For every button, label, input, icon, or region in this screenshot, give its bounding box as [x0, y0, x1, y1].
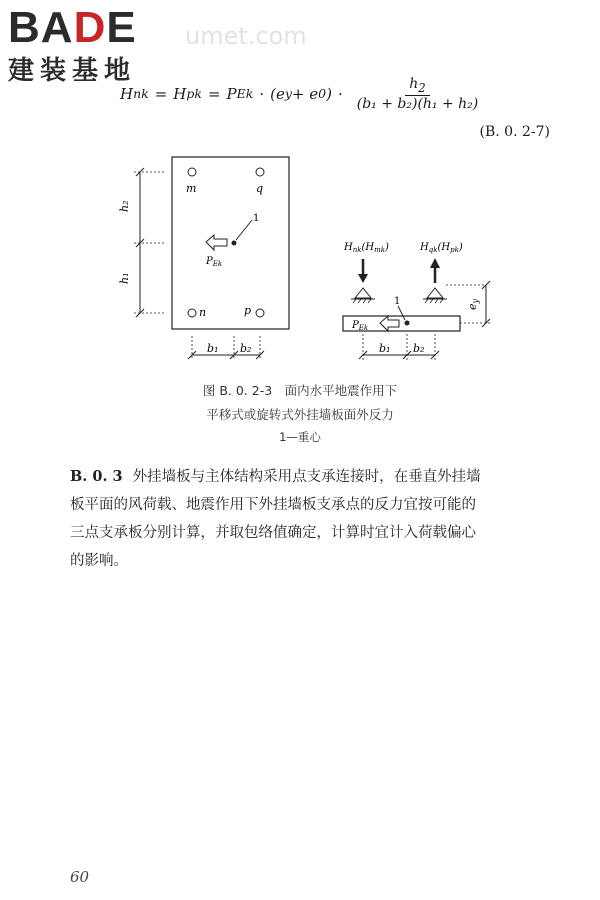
- support-q: [256, 168, 264, 176]
- centroid-point: [232, 241, 237, 246]
- support-p: [256, 309, 264, 317]
- left-panel: [118, 157, 289, 360]
- clause-number: B. 0. 3: [70, 468, 123, 485]
- centroid-leader-right: [398, 306, 405, 320]
- figure-caption-note: 1—重心: [279, 430, 321, 444]
- dim-b2-left: b₂: [240, 342, 252, 355]
- formula-b027: H nk = H pk = P Ek · (e y + e 0 ) · $\frac{h_2}{\text{(b₁ + b₂)(h₁ + h₂)}}$: [120, 76, 479, 112]
- centroid-leader: [236, 220, 252, 240]
- load-arrow-right-panel: [380, 316, 399, 331]
- figure-caption-line2: 平移式或旋转式外挂墙板面外反力: [206, 407, 394, 422]
- page-number: 60: [70, 868, 90, 886]
- reaction-label-left: $H_{nk}(H_{mk})$: [344, 242, 389, 254]
- formula-fraction: $\frac{h_2}{\text{(b₁ + b₂)(h₁ + h₂)}}$: [356, 76, 479, 112]
- load-label-left: $P_{Ek}$: [206, 256, 223, 268]
- centroid-label: 1: [253, 213, 260, 224]
- bade-logo: [8, 3, 137, 86]
- dim-b1-left: b₁: [207, 342, 219, 355]
- paragraph-line: B. 0. 3 外挂墙板与主体结构采用点支承连接时，在垂直外挂墙: [70, 468, 481, 485]
- logo-subtitle: 建装基地: [8, 56, 137, 86]
- right-panel: [343, 242, 492, 360]
- paragraph-line: 的影响。: [70, 553, 128, 569]
- dim-h1: h₁: [118, 272, 131, 284]
- logo-wordmark: BADE: [8, 3, 137, 52]
- centroid-point-right: [405, 321, 410, 326]
- watermark: umet.com: [185, 22, 307, 50]
- label-n: n: [199, 306, 207, 319]
- equation-number: (B. 0. 2-7): [479, 124, 550, 140]
- figure-caption-line1: 图 B. 0. 2-3 面内水平地震作用下: [202, 383, 398, 398]
- label-m: m: [186, 182, 197, 195]
- centroid-label-right: 1: [394, 296, 401, 307]
- load-label-right: $P_{Ek}$: [352, 320, 369, 332]
- paragraph-line: 板平面的风荷载、地震作用下外挂墙板支承点的反力宜按可能的: [70, 497, 476, 513]
- reaction-label-right: $H_{qk}(H_{pk})$: [420, 242, 463, 254]
- paragraph-line: 三点支承板分别计算，并取包络值确定，计算时宜计入荷载偏心: [70, 525, 476, 541]
- pin-support-right: [427, 288, 443, 298]
- dim-b1-right: b₁: [379, 342, 391, 355]
- label-q: q: [256, 182, 264, 195]
- dim-b2-right: b₂: [413, 342, 425, 355]
- figure-b023: [0, 140, 600, 370]
- label-p: p: [244, 304, 252, 317]
- dim-ey: ey: [466, 298, 480, 310]
- load-arrow-left: [206, 235, 227, 250]
- support-n: [188, 309, 196, 317]
- dim-h2: h₂: [118, 200, 131, 212]
- support-m: [188, 168, 196, 176]
- pin-support-left: [355, 288, 371, 298]
- clause-b03: [70, 463, 570, 575]
